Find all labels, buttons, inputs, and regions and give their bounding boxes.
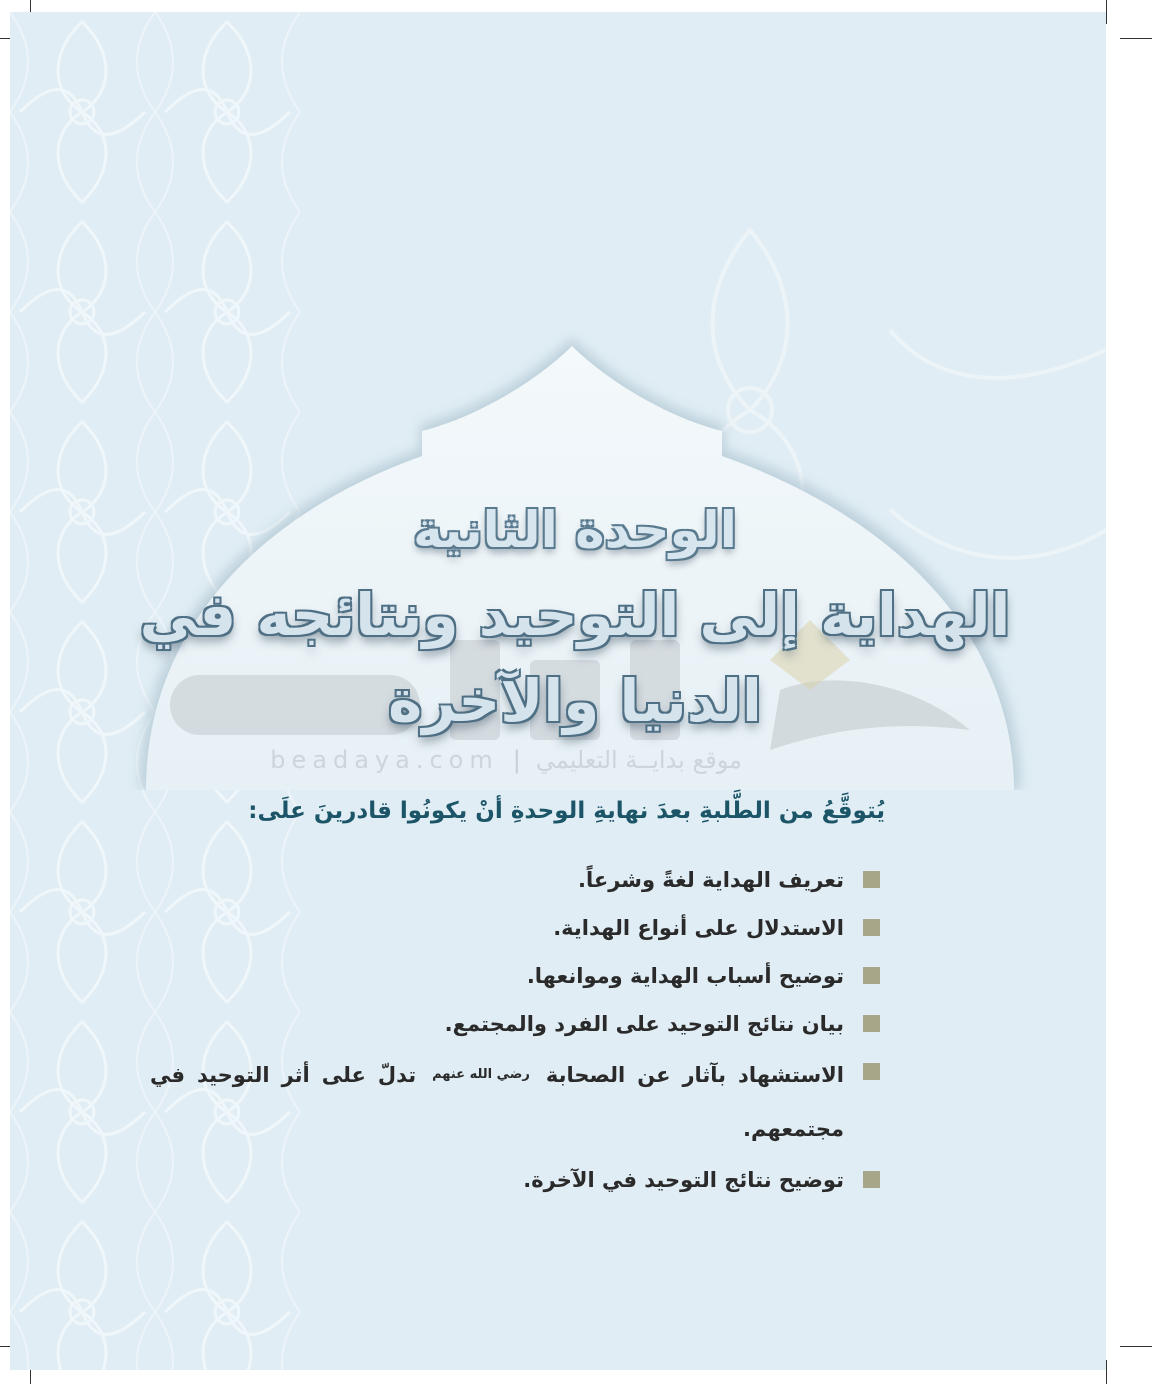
square-bullet-icon xyxy=(863,1063,880,1080)
objective-text: توضيح نتائج التوحيد في الآخرة. xyxy=(523,1168,844,1192)
square-bullet-icon xyxy=(863,967,880,984)
watermark-text xyxy=(182,742,742,778)
crop-mark-bottom-right-v xyxy=(1106,1360,1107,1384)
objective-item xyxy=(150,856,880,904)
watermark-separator: | xyxy=(512,746,522,774)
objectives-list xyxy=(150,856,880,1204)
objective-item xyxy=(150,1000,880,1048)
objective-item xyxy=(150,952,880,1000)
crop-mark-top-right-v xyxy=(1106,0,1107,24)
objective-text: بيان نتائج التوحيد على الفرد والمجتمع. xyxy=(444,1012,844,1036)
objective-item xyxy=(150,1156,880,1204)
objective-text: توضيح أسباب الهداية وموانعها. xyxy=(526,964,844,988)
objective-item xyxy=(150,904,880,952)
watermark-site-url: beadaya.com xyxy=(270,746,499,774)
square-bullet-icon xyxy=(863,871,880,888)
objective-item xyxy=(150,1048,880,1156)
objective-text: تعريف الهداية لغةً وشرعاً. xyxy=(578,868,844,892)
square-bullet-icon xyxy=(863,1171,880,1188)
watermark-site-name: موقع بدايــة التعليمي xyxy=(535,746,742,774)
objective-text: الاستدلال على أنواع الهداية. xyxy=(553,916,844,940)
title-block xyxy=(130,488,1020,744)
objective-text-before: الاستشهاد بآثار عن الصحابة xyxy=(545,1063,844,1087)
crop-mark-top-right-h xyxy=(1120,38,1152,39)
honorific-glyph: رضي الله عنهم xyxy=(432,1067,530,1082)
crop-mark-bottom-right-h xyxy=(1120,1346,1152,1347)
square-bullet-icon xyxy=(863,919,880,936)
square-bullet-icon xyxy=(863,1015,880,1032)
lesson-title-line1: الهداية إلى التوحيد ونتائجه في xyxy=(139,581,1011,649)
objective-text-after: تدلّ على أثر التوحيد في مجتمعهم. xyxy=(150,1063,844,1141)
learning-outcomes-intro: يُتوقَّعُ من الطَّلبةِ بعدَ نهايةِ الوحدةِ أنْ يكونُوا قادرينَ علَى: xyxy=(248,798,885,824)
unit-title: الوحدة الثانية xyxy=(413,501,737,559)
lesson-title-line2: الدنيا والآخرة xyxy=(388,667,762,735)
